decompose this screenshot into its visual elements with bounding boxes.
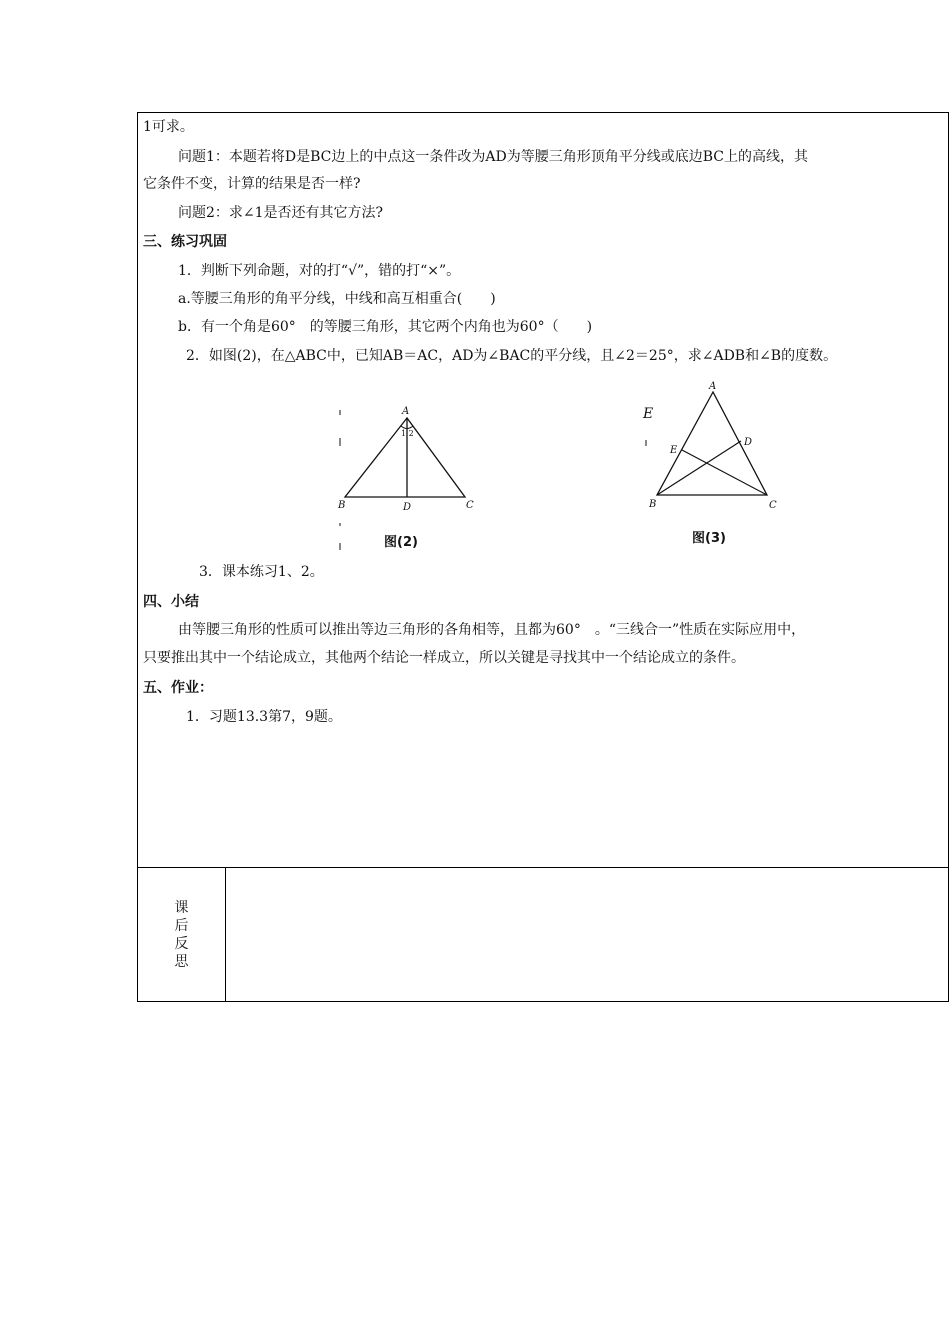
homework-1: 1．习题13.3第7，9题。: [186, 709, 342, 725]
exercise-1: 1．判断下列命题，对的打“√”，错的打“×”。: [178, 263, 461, 279]
reflection-char: 思: [174, 953, 189, 970]
continued-line: 1可求。: [143, 119, 194, 135]
vertex-a-label: A: [709, 381, 717, 392]
question-1: 问题1：本题若将D是BC边上的中点这一条件改为AD为等腰三角形顶角平分线或底边BC上的高线，其: [178, 149, 808, 165]
figure-3: [640, 378, 790, 522]
table-column-divider: [225, 868, 226, 1001]
section-5-heading: 五、作业：: [143, 680, 213, 696]
vertex-c-label: C: [466, 500, 474, 511]
question-2: 问题2：求∠1是否还有其它方法?: [178, 205, 384, 221]
section-4-heading: 四、小结: [143, 594, 199, 610]
stray-letter-e: E: [643, 406, 654, 422]
lesson-table: [137, 112, 949, 1002]
vertex-c-label: C: [769, 500, 777, 511]
summary-line-1: 由等腰三角形的性质可以推出等边三角形的各角相等，且都为60° 。“三线合一”性质在实际应用中，: [178, 622, 806, 638]
point-d-label: D: [744, 437, 753, 448]
question-1-cont: 它条件不变，计算的结果是否一样?: [143, 176, 361, 192]
figure-3-caption: 图(3): [692, 531, 726, 546]
reflection-char: 课: [174, 899, 189, 916]
reflection-char: 反: [174, 935, 189, 952]
exercise-3: 3．课本练习1、2。: [199, 564, 324, 580]
point-e-label: E: [670, 445, 678, 456]
vertex-b-label: B: [338, 500, 346, 511]
exercise-1a: a.等腰三角形的角平分线，中线和高互相重合( ): [178, 291, 496, 307]
table-row-divider: [138, 867, 948, 868]
exercise-2: 2．如图(2)，在△ABC中，已知AB＝AC，AD为∠BAC的平分线，且∠2＝25°，求∠ADB和∠B的度数。: [186, 348, 838, 364]
vertex-a-label: A: [402, 406, 410, 417]
angle-labels: 1 2: [401, 429, 414, 438]
point-d-label: D: [403, 502, 412, 513]
vertex-b-label: B: [649, 499, 657, 510]
figure-2-caption: 图(2): [384, 535, 418, 550]
summary-line-2: 只要推出其中一个结论成立，其他两个结论一样成立，所以关键是寻找其中一个结论成立的条件。: [143, 650, 745, 666]
reflection-char: 后: [174, 917, 189, 934]
section-3-heading: 三、练习巩固: [143, 234, 227, 250]
figure-3-triangle: [640, 378, 790, 518]
exercise-1b: b．有一个角是60° 的等腰三角形，其它两个内角也为60°（ ): [178, 319, 593, 335]
reflection-label: [138, 868, 225, 1001]
